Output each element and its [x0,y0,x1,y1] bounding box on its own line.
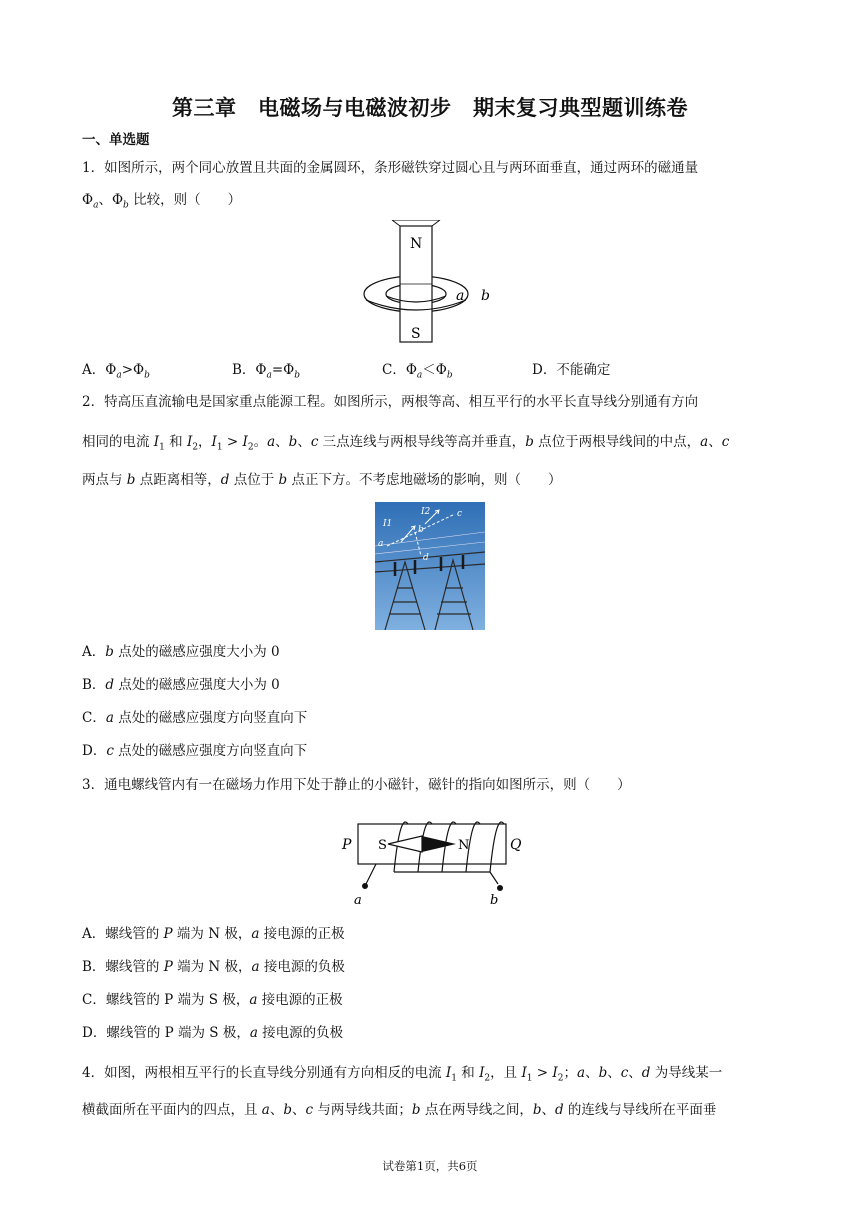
q1-magnet-rings-figure [360,220,500,348]
page-footer: 试卷第1页，共6页 [382,1159,478,1173]
q2-option-c: C．a 点处的磁感应强度方向竖直向下 [82,710,308,726]
q1-text-line2: $\Phi_a$、$\Phi_b$ 比较，则（ ） [82,192,242,211]
q3-option-d: D．螺线管的 P 端为 S 极，a 接电源的负极 [82,1025,344,1041]
q3-fig-label-s: S [378,838,387,853]
q2-fig-label-a: a [378,539,384,549]
page-title: 第三章 电磁场与电磁波初步 期末复习典型题训练卷 [172,96,688,120]
q2-option-b: B．d 点处的磁感应强度大小为 0 [82,677,280,693]
q3-option-a: A．螺线管的 P 端为 N 极，a 接电源的正极 [82,926,345,942]
section-heading: 一、单选题 [82,132,150,148]
q2-text-line2: 相同的电流 $I_1$ 和 $I_2$，$I_1 > I_2$。a、b、c 三点连线与两根导线等高并垂直，b 点位于两根导线间的中点，a、c [82,434,730,453]
q2-text-line1: 2．特高压直流输电是国家重点能源工程。如图所示，两根等高、相互平行的水平长直导线分别通有方向 [82,394,699,410]
q2-fig-label-i2: I2 [421,507,431,517]
q4-text-line2: 横截面所在平面内的四点，且 a、b、c 与两导线共面；b 点在两导线之间，b、d 的连线与导线所在平面垂 [82,1102,717,1118]
q3-option-c: C．螺线管的 P 端为 S 极，a 接电源的正极 [82,992,343,1008]
q1-option-c: C．$\Phi_a<\Phi_b$ [382,362,453,381]
q3-fig-label-a: a [354,893,362,906]
q2-fig-label-b: b [418,525,424,535]
q3-option-b: B．螺线管的 P 端为 N 极，a 接电源的负极 [82,959,345,975]
q2-fig-label-c: c [457,509,463,519]
q2-option-d: D．c 点处的磁感应强度方向竖直向下 [82,743,308,759]
q3-fig-label-b: b [490,893,499,906]
q3-text-line1: 3．通电螺线管内有一在磁场力作用下处于静止的小磁针，磁针的指向如图所示，则（ ） [82,777,631,793]
q1-fig-label-n: N [410,236,423,252]
q3-fig-label-p: P [342,837,352,853]
q2-power-line-photo [375,502,485,630]
q1-fig-label-s: S [411,326,421,342]
q2-text-line3: 两点与 b 点距离相等，d 点位于 b 点正下方。不考虑地磁场的影响，则（ ） [82,472,562,488]
q1-fig-label-a: a [456,288,465,304]
q1-fig-label-b: b [481,288,490,304]
q2-fig-label-i1: I1 [383,519,393,529]
q1-option-b: B．$\Phi_a=\Phi_b$ [232,362,301,381]
q3-solenoid-figure [338,810,528,906]
q1-text-line1: 1．如图所示，两个同心放置且共面的金属圆环，条形磁铁穿过圆心且与两环面垂直，通过两环的磁通量 [82,160,699,176]
q3-fig-label-q: Q [510,837,522,853]
q4-text-line1: 4．如图，两根相互平行的长直导线分别通有方向相反的电流 $I_1$ 和 $I_2$，且 $I_1 > I_2$；a、b、c、d 为导线某一 [82,1065,723,1084]
q2-fig-label-d: d [423,553,429,563]
q3-fig-label-n: N [458,838,470,853]
q2-option-a: A．b 点处的磁感应强度大小为 0 [82,644,280,660]
q1-option-d: D．不能确定 [532,362,611,378]
q1-option-a: A．$\Phi_a>\Phi_b$ [82,362,150,381]
